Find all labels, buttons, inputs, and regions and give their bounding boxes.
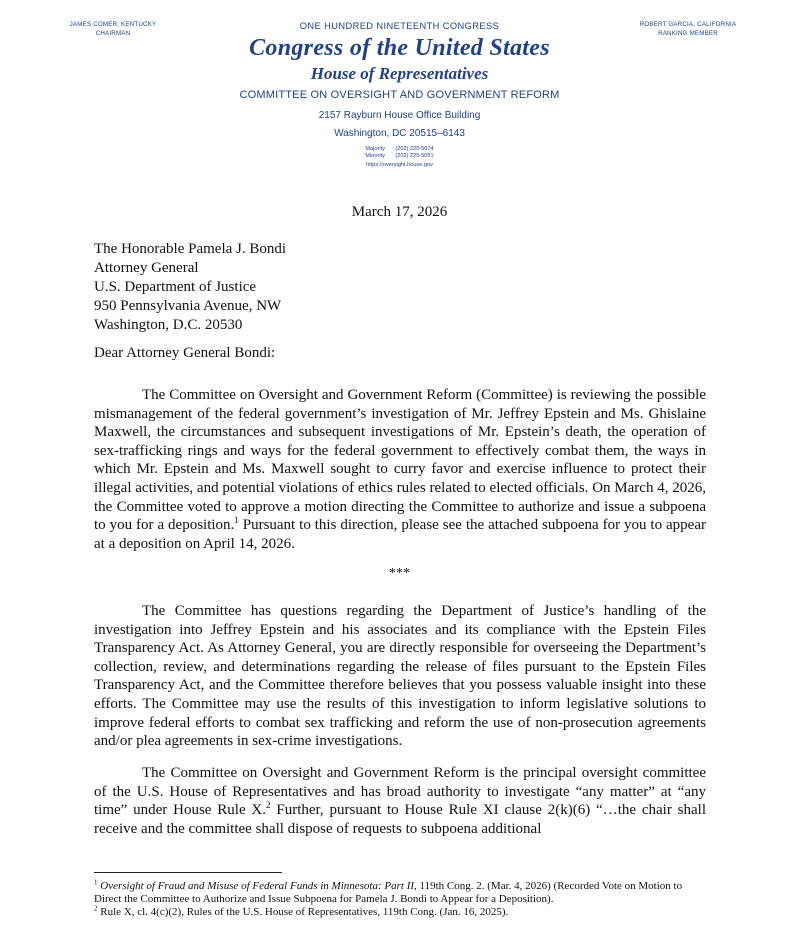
recipient-line: 950 Pennsylvania Avenue, NW bbox=[94, 298, 282, 314]
footnote-2-text: Rule X, cl. 4(c)(2), Rules of the U.S. House of Representatives, 119th Cong. (Jan. 16, 2025). bbox=[100, 906, 509, 918]
footnote-1-text: , 119th Cong. 2. (Mar. 4, 2026) (Recorded Vote on Motion to Direct the Committee to Authorize and Issue Subpoena for Pamela J. Bondi to Appear for a Deposition). bbox=[94, 880, 683, 905]
congress-number: ONE HUNDRED NINETEENTH CONGRESS bbox=[299, 21, 500, 31]
paragraph-2 bbox=[94, 602, 706, 751]
committee-name: COMMITTEE ON OVERSIGHT AND GOVERNMENT REFORM bbox=[239, 89, 560, 101]
footnote-ref-1[interactable]: 1 bbox=[234, 515, 239, 526]
paragraph-1-text-cont: Pursuant to this direction, please see the attached subpoena for you to appear at a deposition on April 14, 2026. bbox=[94, 517, 706, 552]
footnote-ref-2[interactable]: 2 bbox=[266, 800, 271, 811]
recipient-address bbox=[94, 240, 286, 335]
website-link[interactable]: https://oversight.house.gov bbox=[366, 162, 433, 168]
footnote-1 bbox=[94, 880, 706, 906]
letterhead-house: House of Representatives bbox=[310, 64, 489, 83]
majority-phone: (202) 225-5074 bbox=[395, 146, 434, 152]
ranking-member-name: ROBERT GARCIA, CALIFORNIA bbox=[639, 21, 737, 28]
section-separator: *** bbox=[389, 566, 410, 581]
footnotes bbox=[94, 880, 706, 919]
footnote-2 bbox=[94, 906, 706, 919]
recipient-line: The Honorable Pamela J. Bondi bbox=[94, 241, 287, 257]
minority-label: Minority bbox=[365, 152, 385, 159]
majority-label: Majority bbox=[365, 146, 385, 152]
ranking-member-title: RANKING MEMBER bbox=[658, 30, 718, 37]
recipient-line: U.S. Department of Justice bbox=[94, 279, 257, 295]
footnote-divider bbox=[94, 872, 282, 873]
footnote-number: 2 bbox=[94, 904, 98, 913]
phone-numbers bbox=[0, 146, 799, 159]
recipient-line: Washington, D.C. 20530 bbox=[94, 317, 243, 333]
letter-date: March 17, 2026 bbox=[351, 204, 448, 220]
footnote-number: 1 bbox=[94, 878, 98, 887]
paragraph-1-text: The Committee on Oversight and Government Reform (Committee) is reviewing the possible mismanagement of the federal government’s investigation of Mr. Jeffrey Epstein and Ms. Ghislaine Maxwell, the circumstances and subsequent investigations of Mr. Epstein’s death, the operation of sex-trafficking rings and ways for the federal government to effectively combat them, the ways in which Mr. Epstein and Ms. Maxwell sought to curry favor and exercise influence to protect their illegal activities, and potential violations of ethics rules related to elected officials. On March 4, 2026, the Committee voted to approve a motion directing the Committee to authorize and issue a subpoena to you for a deposition. bbox=[94, 387, 706, 534]
paragraph-3-text-cont: Further, pursuant to House Rule XI clause 2(k)(6) “…the chair shall receive and the committee shall dispose of requests to subpoena additional bbox=[94, 802, 706, 837]
minority-phone-row bbox=[0, 153, 799, 160]
paragraph-1 bbox=[94, 386, 706, 553]
paragraph-3-text: The Committee on Oversight and Government Reform is the principal oversight committee of the U.S. House of Representatives and has broad authority to investigate “any matter” at “any time” under House Rule X. bbox=[94, 765, 706, 819]
recipient-line: Attorney General bbox=[94, 260, 199, 276]
chairman-name: JAMES COMER, KENTUCKY bbox=[69, 21, 157, 28]
letterhead bbox=[0, 20, 799, 169]
footnote-1-title: Oversight of Fraud and Misuse of Federal Funds in Minnesota: Part II bbox=[100, 880, 415, 892]
minority-phone: (202) 225-5051 bbox=[395, 152, 434, 159]
chairman-title: CHAIRMAN bbox=[95, 30, 131, 37]
salutation: Dear Attorney General Bondi: bbox=[94, 345, 276, 361]
office-address: 2157 Rayburn House Office Building bbox=[318, 110, 481, 121]
paragraph-3 bbox=[94, 764, 706, 838]
paragraph-2-text: The Committee has questions regarding the Department of Justice’s handling of the investigation into Jeffrey Epstein and his associates and its compliance with the Epstein Files Transparency Act. As Attorney General, you are directly responsible for overseeing the Department’s collection, review, and determinations regarding the release of files pursuant to the Epstein Files Transparency Act, and the Committee therefore believes that you possess valuable insight into these efforts. The Committee may use the results of this investigation to inform legislative solutions to improve federal efforts to combat sex trafficking and reform the use of non-prosecution agreements and/or plea agreements in sex-crime investigations. bbox=[94, 603, 706, 750]
office-city: Washington, DC 20515–6143 bbox=[334, 128, 465, 139]
letterhead-title: Congress of the United States bbox=[249, 35, 550, 61]
